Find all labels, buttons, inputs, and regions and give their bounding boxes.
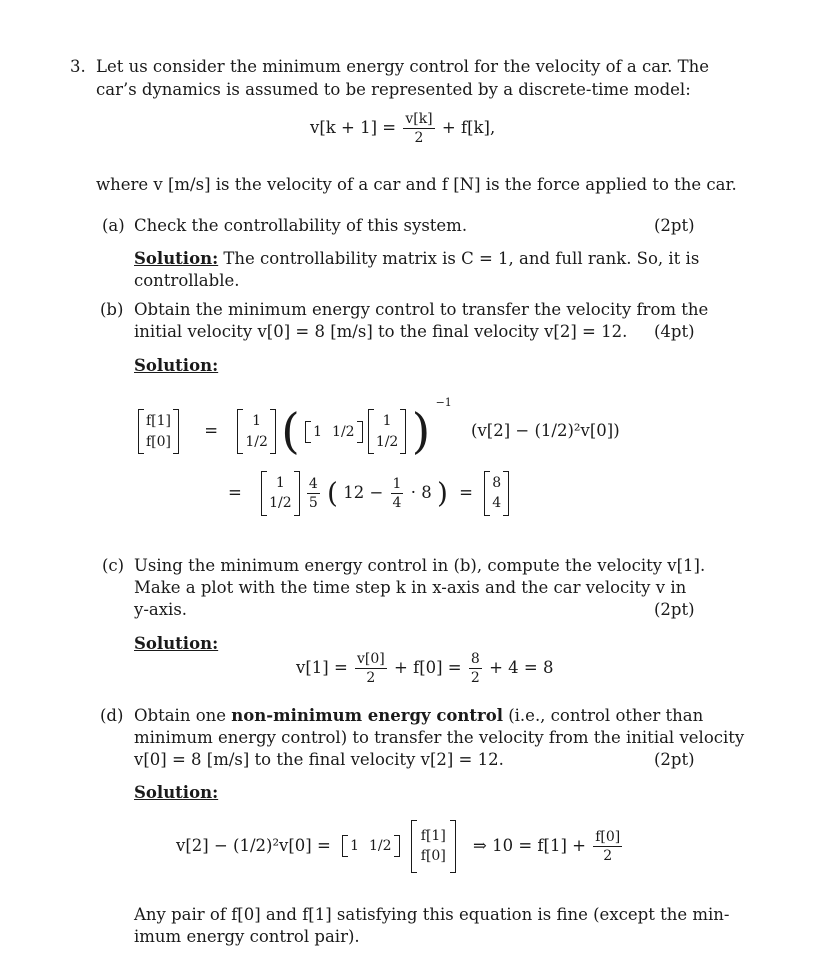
- part-d-question-line1: [134, 706, 703, 725]
- eight-numerator: 8: [470, 651, 480, 667]
- part-c-question-line1: Using the minimum energy control in (b), compute the velocity v[1].: [134, 556, 706, 575]
- part-a-solution-line2: controllable.: [134, 271, 240, 290]
- part-d-numerator: f[0]: [595, 828, 621, 845]
- eight-half-fraction: [469, 652, 482, 685]
- part-d-solution-label: Solution:: [134, 783, 219, 802]
- b-column-3: [261, 471, 300, 516]
- part-d-question-line2: minimum energy control) to transfer the velocity from the initial velocity: [134, 728, 745, 747]
- where-line: where v [m/s] is the velocity of a car and f [N] is the force applied to the car.: [96, 175, 737, 194]
- part-d-f1: f[1]: [420, 828, 446, 844]
- eq-sign-1: =: [204, 421, 219, 440]
- b-column-1: [237, 409, 276, 454]
- part-c-question-line2: Make a plot with the time step k in x-axis and the car velocity v in: [134, 578, 687, 597]
- part-d-question-pre: Obtain one: [134, 706, 232, 725]
- model-rhs: + f[k],: [441, 118, 496, 137]
- part-d-question-bold: non-minimum energy control: [231, 706, 503, 725]
- eight-denominator: 2: [470, 670, 480, 686]
- v1-lhs: v[1] =: [296, 658, 348, 677]
- gain-fraction: [307, 477, 320, 510]
- v0-denominator: 2: [366, 670, 376, 686]
- twelve-minus: 12 −: [343, 482, 384, 502]
- part-a-question: Check the controllability of this system.: [134, 216, 468, 235]
- part-b-question-line2: initial velocity v[0] = 8 [m/s] to the final velocity v[2] = 12.: [134, 322, 628, 341]
- problem-intro-line1: Let us consider the minimum energy control for the velocity of a car. The: [96, 57, 710, 76]
- row-entry-2: 1/2: [332, 423, 355, 440]
- part-d-row-vector: [342, 836, 399, 856]
- b2-top: 1: [382, 413, 392, 430]
- b2-bottom: 1/2: [375, 433, 399, 450]
- problem-number: 3.: [70, 57, 86, 76]
- part-d-question-line3: v[0] = 8 [m/s] to the final velocity v[2] = 12.: [134, 750, 504, 769]
- model-fraction: [403, 112, 434, 145]
- part-c-equation: [296, 652, 553, 685]
- v0-half-fraction: [355, 652, 387, 685]
- problem-intro-line2: car’s dynamics is assumed to be represented by a discrete-time model:: [96, 80, 691, 99]
- b-column-2: [368, 409, 407, 454]
- part-a-label: (a): [102, 216, 125, 235]
- part-a-solution: [134, 249, 699, 268]
- quarter-fraction: [391, 477, 404, 510]
- eq-sign-2: =: [228, 482, 242, 502]
- row-vector: [305, 422, 362, 442]
- part-d-row-entry-2: 1/2: [369, 838, 392, 855]
- part-a-points: (2pt): [654, 216, 695, 235]
- part-d-label: (d): [100, 706, 124, 725]
- quarter-denominator: 4: [392, 494, 402, 511]
- eq-sign-3: =: [459, 482, 473, 502]
- part-d-f-vector: [411, 820, 456, 873]
- b1-bottom: 1/2: [245, 433, 268, 450]
- part-c-label: (c): [102, 556, 125, 575]
- gain-denominator: 5: [308, 494, 318, 511]
- left-paren: (: [281, 403, 300, 460]
- part-c-question-line3: y-axis.: [134, 600, 188, 619]
- b1-top: 1: [252, 413, 262, 430]
- part-d-denominator: 2: [603, 847, 613, 864]
- part-d-lhs: v[2] − (1/2)²v[0] =: [176, 835, 331, 855]
- part-a-solution-label: Solution:: [134, 249, 219, 268]
- right-paren: ): [411, 403, 431, 460]
- result-top: 8: [492, 475, 502, 491]
- b3-top: 1: [275, 475, 285, 491]
- v1-result: + 4 = 8: [489, 658, 554, 677]
- part-c-solution-label: Solution:: [134, 634, 219, 653]
- part-d-points: (2pt): [654, 750, 695, 769]
- plus-f0: + f[0] =: [394, 658, 462, 677]
- part-b-label: (b): [100, 300, 124, 319]
- part-c-points: (2pt): [654, 600, 695, 619]
- velocity-difference: (v[2] − (1/2)²v[0]): [471, 421, 620, 440]
- f-vector: [138, 409, 179, 454]
- part-d-equation: [176, 820, 624, 873]
- part-a-solution-line1: The controllability matrix is C = 1, and full rank. So, it is: [218, 249, 700, 268]
- part-b-solution-label: Solution:: [134, 356, 219, 375]
- model-numerator: v[k]: [405, 111, 433, 127]
- gain-numerator: 4: [308, 475, 318, 492]
- result-vector: [484, 471, 509, 516]
- model-lhs: v[k + 1] =: [310, 118, 397, 137]
- v0-numerator: v[0]: [357, 651, 385, 667]
- part-d-f0: f[0]: [420, 848, 446, 865]
- part-d-implies: ⇒ 10 = f[1] +: [473, 835, 586, 855]
- result-bottom: 4: [492, 495, 502, 512]
- part-b-equation-row2: = 1 1/2 $\frac{4}{5}$ ( 12 − $\frac{1}{4}$ · 8 ) = 8 4: [228, 471, 509, 516]
- quarter-numerator: 1: [392, 475, 402, 492]
- part-d-row-entry-1: 1: [350, 838, 359, 855]
- inverse-exponent: −1: [435, 396, 452, 409]
- part-b-question-line1: Obtain the minimum energy control to transfer the velocity from the: [134, 300, 709, 319]
- part-d-fraction: [593, 830, 622, 863]
- times-eight: · 8: [410, 482, 432, 502]
- part-b-points: (4pt): [654, 322, 695, 341]
- closing-line1: Any pair of f[0] and f[1] satisfying this equation is fine (except the min-: [134, 905, 730, 924]
- f1-entry: f[1]: [146, 413, 172, 430]
- part-d-question-post: (i.e., control other than: [502, 706, 704, 725]
- model-denominator: 2: [414, 130, 424, 146]
- part-b-equation-row1: [138, 396, 620, 460]
- closing-line2: imum energy control pair).: [134, 927, 360, 946]
- model-equation: [310, 112, 495, 145]
- row-entry-1: 1: [313, 423, 323, 440]
- b3-bottom: 1/2: [269, 495, 292, 512]
- f0-entry: f[0]: [146, 433, 172, 450]
